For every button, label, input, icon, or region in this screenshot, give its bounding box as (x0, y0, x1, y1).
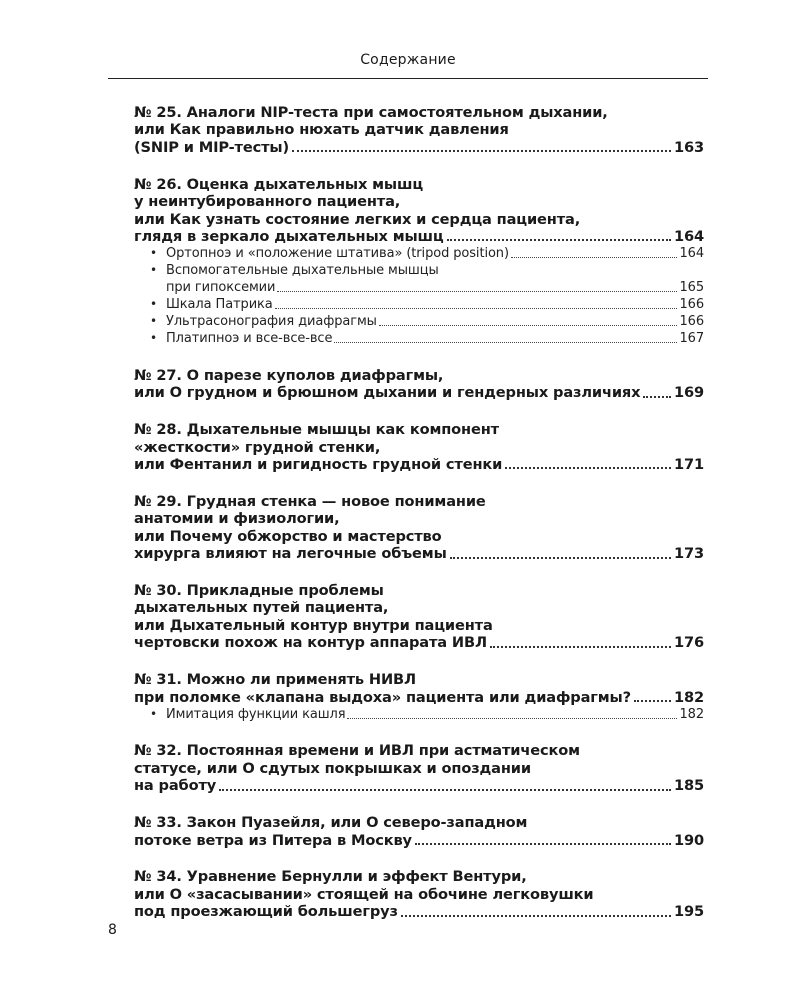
dot-leader (277, 290, 677, 292)
toc-entry-text: хирурга влияют на легочные объемы (134, 545, 447, 563)
toc-entry-text: или Дыхательный контур внутри пациента (134, 616, 493, 634)
toc-entry[interactable] (134, 814, 704, 849)
toc-entry-line (134, 868, 704, 885)
toc-subentry-text: Ультрасонография диафрагмы (166, 314, 377, 330)
toc-subentry-line[interactable] (134, 706, 704, 723)
toc-entry-line (134, 671, 704, 688)
toc-subentry-line[interactable] (134, 279, 704, 296)
toc-entry-text: № 28. Дыхательные мышцы как компонент (134, 421, 499, 439)
toc-page-number: 164 (673, 227, 704, 245)
toc-entry-text: «жесткости» грудной стенки, (134, 438, 381, 456)
dot-leader (275, 307, 678, 309)
bullet-icon: • (150, 706, 157, 721)
dot-leader (490, 645, 671, 648)
dot-leader (401, 914, 671, 917)
toc-entry-line (134, 777, 704, 794)
toc-page-number: 173 (673, 545, 704, 563)
toc-entry-text: дыхательных путей пациента, (134, 599, 389, 617)
toc-entry-line (134, 528, 704, 545)
page-number: 8 (108, 922, 117, 938)
toc-page-number: 171 (673, 455, 704, 473)
toc-subentry-line[interactable] (134, 313, 704, 330)
toc-entry-line (134, 903, 704, 920)
toc-entry-line (134, 384, 704, 401)
toc-entry-text: № 30. Прикладные проблемы (134, 582, 384, 599)
toc-entry-text: № 26. Оценка дыхательных мышц (134, 175, 423, 193)
toc-entry-line (134, 814, 704, 831)
toc-entry-line (134, 886, 704, 903)
dot-leader (292, 149, 671, 152)
toc-entry-line (134, 367, 704, 384)
toc-subentry-text: Вспомогательные дыхательные мышцы (166, 263, 439, 279)
dot-leader (505, 466, 671, 469)
toc-entry[interactable] (134, 582, 704, 652)
toc-entry[interactable] (134, 671, 704, 723)
bullet-icon: • (150, 314, 157, 329)
dot-leader (347, 717, 677, 719)
toc-entry-text: или О «засасывании» стоящей на обочине легковушки (134, 885, 594, 903)
toc-subentry-page-number: 166 (679, 314, 704, 330)
toc-entry-text: (SNIP и MIP-тесты) (134, 138, 289, 156)
toc-entry-line (134, 421, 704, 438)
toc-entry[interactable] (134, 493, 704, 563)
toc-subentry-line[interactable] (134, 296, 704, 313)
toc-entry-line (134, 617, 704, 634)
toc-entry-line (134, 211, 704, 228)
bullet-icon: • (150, 263, 157, 278)
toc-entry-text: № 27. О парезе куполов диафрагмы, (134, 366, 444, 384)
toc-entry-text: у неинтубированного пациента, (134, 193, 401, 211)
bullet-icon: • (150, 331, 157, 346)
toc-entry-text: чертовски похож на контур аппарата ИВЛ (134, 634, 487, 652)
toc-entry[interactable] (134, 421, 704, 473)
toc-entry-line (134, 176, 704, 193)
toc-page-number: 195 (673, 903, 704, 921)
toc-entry-line (134, 760, 704, 777)
toc-entry-line (134, 599, 704, 616)
toc-entry-text: или Почему обжорство и мастерство (134, 527, 442, 545)
dot-leader (415, 842, 671, 845)
toc-entry[interactable] (134, 104, 704, 156)
toc-entry-line (134, 832, 704, 849)
toc-entry-text: под проезжающий большегруз (134, 903, 398, 921)
toc-subentry-text: при гипоксемии (166, 280, 276, 296)
toc-entry-line (134, 634, 704, 651)
toc-entry-text: № 29. Грудная стенка — новое понимание (134, 492, 486, 510)
dot-leader (219, 788, 671, 791)
toc-entry-text: на работу (134, 777, 217, 795)
toc-entry-line (134, 742, 704, 759)
toc-subentry-line[interactable] (134, 330, 704, 347)
toc-page-number: 176 (673, 634, 704, 652)
toc-entry-text: потоке ветра из Питера в Москву (134, 831, 412, 849)
dot-leader (634, 699, 671, 702)
toc-entry-text: или О грудном и брюшном дыхании и гендерных различиях (134, 384, 641, 402)
toc-subentry-text: Имитация функции кашля (166, 706, 346, 722)
toc-entry-line (134, 456, 704, 473)
toc-subentry-page-number: 166 (679, 297, 704, 313)
toc-entry-line (134, 121, 704, 138)
toc-subentry-page-number: 164 (679, 246, 704, 262)
toc-entry-text: № 25. Аналоги NIP-теста при самостоятельном дыхании, (134, 104, 608, 121)
toc-subentry-page-number: 167 (679, 331, 704, 347)
bullet-icon: • (150, 297, 157, 312)
toc-subentry-text: Платипноэ и все-все-все (166, 331, 333, 347)
toc-entry-text: или Фентанил и ригидность грудной стенки (134, 455, 503, 473)
toc-entry-text: № 31. Можно ли применять НИВЛ (134, 671, 416, 689)
header-rule (108, 78, 708, 79)
toc-entry-text: анатомии и физиологии, (134, 510, 340, 528)
dot-leader (334, 341, 677, 343)
toc-entry[interactable] (134, 742, 704, 794)
toc-page-number: 169 (673, 384, 704, 402)
toc-entry-line (134, 689, 704, 706)
dot-leader (643, 395, 671, 398)
toc-entry-line (134, 510, 704, 527)
toc-entry-line (134, 493, 704, 510)
toc-subentry-text: Шкала Патрика (166, 297, 273, 313)
toc-entry[interactable] (134, 868, 704, 920)
dot-leader (511, 256, 678, 258)
toc-entry-line (134, 228, 704, 245)
toc-entry-line (134, 193, 704, 210)
table-of-contents (134, 104, 704, 940)
toc-subentry-text: Ортопноэ и «положение штатива» (tripod position) (166, 246, 509, 262)
bullet-icon: • (150, 246, 157, 261)
toc-entry[interactable] (134, 367, 704, 402)
toc-entry-text: № 32. Постоянная времени и ИВЛ при астматическом (134, 742, 580, 760)
toc-entry-text: статусе, или О сдутых покрышках и опоздании (134, 759, 531, 777)
toc-page-number: 190 (673, 831, 704, 849)
running-header: Содержание (360, 52, 456, 68)
toc-subentry-page-number: 165 (679, 280, 704, 296)
toc-page-number: 185 (673, 777, 704, 795)
dot-leader (450, 556, 671, 559)
dot-leader (379, 324, 678, 326)
toc-entry-text: № 33. Закон Пуазейля, или О северо-западном (134, 814, 528, 832)
toc-entry-line (134, 582, 704, 599)
toc-page-number: 182 (673, 688, 704, 706)
toc-entry-line (134, 439, 704, 456)
toc-entry-text: глядя в зеркало дыхательных мышц (134, 227, 444, 245)
toc-entry[interactable] (134, 176, 704, 348)
dot-leader (447, 238, 671, 241)
toc-entry-text: № 34. Уравнение Бернулли и эффект Вентури, (134, 868, 527, 886)
toc-entry-line (134, 104, 704, 121)
toc-page-number: 163 (673, 138, 704, 156)
toc-entry-text: при поломке «клапана выдоха» пациента или диафрагмы? (134, 688, 631, 706)
toc-entry-text: или Как правильно нюхать датчик давления (134, 121, 509, 139)
toc-subentry-page-number: 182 (679, 706, 704, 722)
toc-entry-line (134, 545, 704, 562)
toc-entry-line (134, 139, 704, 156)
toc-entry-text: или Как узнать состояние легких и сердца пациента, (134, 210, 581, 228)
toc-subentry-line[interactable] (134, 262, 704, 279)
toc-subentry-line[interactable] (134, 245, 704, 262)
